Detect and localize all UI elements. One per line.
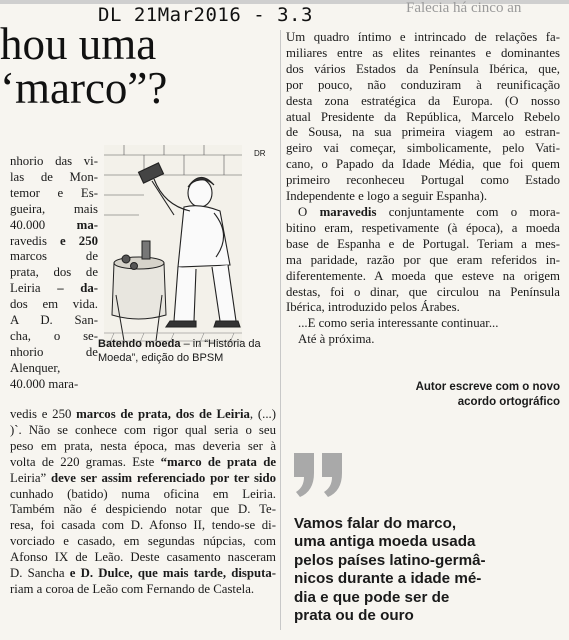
text-line	[10, 202, 98, 218]
text-line	[10, 345, 98, 361]
text-line	[10, 313, 98, 329]
text-line: dos vários Estados da Península Ibérica, que,	[286, 61, 560, 76]
text-line: ma paridade, razão por que eram referidos in-	[286, 252, 560, 267]
text-line: Ibérica, introduzido pelos Árabes.	[286, 300, 460, 315]
pull-quote-line: nicos durante a idade mé-	[294, 570, 482, 588]
text-line	[10, 249, 98, 265]
adjacent-headline-fragment: Falecia há cinco an	[406, 0, 522, 16]
text-run: D. Sancha	[10, 566, 65, 581]
text-line: base de Espanha e de Portugal. Teriam a mes-	[286, 236, 560, 251]
bold-text: – da-	[40, 281, 98, 296]
text-line	[10, 502, 276, 518]
photo-credit: DR	[254, 149, 266, 158]
text-line	[10, 186, 98, 202]
text-run: nhorio das vi-	[10, 154, 98, 168]
bold-text: deve ser assim referenciado por ter sido	[46, 470, 276, 485]
text-line	[10, 439, 276, 455]
text-run: volta de 220 gramas. Este	[10, 454, 161, 469]
pull-quote	[294, 515, 486, 625]
text-line	[10, 170, 98, 186]
text-line: por pouco, não conduziram à reunificação	[286, 77, 560, 92]
quote-mark-icon	[290, 447, 350, 499]
pull-quote-line: Vamos falar do marco,	[294, 515, 457, 532]
text-run: riam a coroa de Leão com Fernando de Castela.	[10, 581, 255, 596]
date-stamp: DL 21Mar2016 - 3.3	[98, 4, 313, 26]
headline	[0, 19, 168, 113]
text-run: 40.000	[10, 217, 77, 232]
text-line	[10, 407, 276, 423]
text-line	[10, 487, 276, 503]
text-line	[10, 423, 276, 439]
bold-text: marcos de prata, dos de Leiria	[76, 407, 250, 421]
text-run: las de Mon-	[10, 169, 98, 184]
left-column-top	[10, 154, 98, 393]
author-note-line-2: acordo ortográfico	[457, 396, 560, 408]
text-line	[10, 234, 98, 250]
pull-quote-line: uma antiga moeda usada	[294, 533, 476, 551]
text-run: temor e Es-	[10, 185, 98, 200]
text-run: gueira, mais	[10, 201, 98, 216]
illustration-caption	[98, 337, 283, 365]
text-run: dos em vida.	[10, 297, 98, 312]
text-run: peso em prata, nesta época, mas deveria ser à	[10, 438, 276, 453]
text-run: 40.000 mara-	[10, 376, 79, 391]
author-note-line-1: Autor escreve com o novo	[415, 381, 560, 393]
text-line: geiro vai começar, simbolicamente, pelo Vati-	[286, 141, 560, 156]
text-line	[10, 582, 276, 598]
pull-quote-line: pelos países latino-germâ-	[294, 551, 486, 569]
text-line: atual Presidente da República, Marcelo Rebelo	[286, 109, 560, 124]
text-run: nhorio de	[10, 344, 98, 359]
column-divider	[280, 30, 281, 630]
quote-mark-left	[294, 453, 314, 497]
headline-line-2: ‘marco”?	[0, 63, 168, 113]
text-line: cano, o Papado da Idade Média, que foi quem	[286, 157, 560, 172]
left-column-bottom	[10, 407, 276, 598]
text-line	[10, 218, 98, 234]
text-run: ravedis	[10, 233, 47, 248]
text-line	[10, 265, 98, 281]
text-line	[10, 566, 276, 582]
coin-minting-illustration	[104, 145, 242, 347]
text-line: Até à próxima.	[298, 332, 375, 347]
text-line: destas, foi o dinar, que circulou na Península	[286, 284, 560, 299]
text-run: A D. San-	[10, 313, 98, 328]
pull-quote-line: prata ou de ouro	[294, 607, 414, 625]
text-run: , (...)	[249, 407, 276, 421]
text-line: O maravedis conjuntamente com o mora-	[298, 204, 560, 219]
headline-line-1: hou uma	[0, 19, 157, 69]
text-line: Independente e logo a seguir Espanha).	[286, 189, 488, 204]
caption-source: – in “História da Moeda”, edição do BPSM	[98, 338, 261, 364]
text-run: marcos de	[10, 249, 98, 264]
text-line	[10, 361, 98, 377]
text-line	[10, 471, 276, 487]
pull-quote-line: dia e que pode ser de	[294, 588, 450, 606]
text-line: Um quadro íntimo e intrincado de relações fa-	[286, 30, 560, 44]
text-line: bitino eram, respetivamente (à época), a moeda	[286, 220, 560, 235]
text-line	[10, 329, 98, 345]
text-line	[10, 154, 98, 170]
text-line: diferentemente. A moeda que esteve na origem	[286, 268, 560, 283]
bold-text: “marco de prata de	[160, 454, 277, 469]
text-run: cunhado (batido) numa oficina em Leiria.	[10, 486, 276, 501]
bold-text: maravedis	[319, 204, 377, 219]
right-column-text	[286, 30, 560, 348]
text-line	[10, 377, 98, 393]
text-run: vedis e 250	[10, 407, 77, 421]
text-run: Leiria”	[10, 470, 47, 485]
text-run: prata, dos de	[10, 265, 98, 280]
text-line	[10, 281, 98, 297]
bold-text: e 250	[46, 233, 98, 248]
text-run: Alenquer,	[10, 360, 61, 375]
text-run: )`. Não se conhece com rigor qual seria o seu	[10, 422, 276, 437]
text-run: resa, foi casada com D. Afonso II, tendo-se di-	[10, 518, 276, 533]
text-line	[10, 455, 276, 471]
author-note	[350, 380, 560, 410]
bold-text: ma-	[76, 217, 98, 232]
text-run: Também não é despiciendo notar que D. Te-	[10, 502, 276, 517]
text-run: Afonso IX de Leão. Deste casamento nasceram	[10, 550, 276, 565]
text-line	[10, 297, 98, 313]
text-run: vorciado e casado, em segundas núpcias, com	[10, 534, 276, 549]
text-line: de Sousa, na sua primeira viagem ao estran-	[286, 125, 560, 140]
text-run: cha, o se-	[10, 328, 98, 343]
text-line	[10, 534, 276, 550]
caption-title: Batendo moeda	[98, 338, 181, 350]
text-line	[10, 518, 276, 534]
text-line: desta zona estratégica da Europa. (O nosso	[286, 93, 560, 108]
text-run: Leiria	[10, 281, 41, 296]
text-line: ...E como seria interessante continuar...	[298, 316, 499, 331]
text-line: miliares entre as elites reinantes e dominantes	[286, 45, 560, 60]
quote-mark-right	[322, 453, 342, 497]
bold-text: e D. Dulce, que mais tarde, disputa-	[64, 566, 277, 581]
text-line: primeiro reconheceu Portugal como Estado	[286, 173, 560, 188]
text-line	[10, 550, 276, 566]
